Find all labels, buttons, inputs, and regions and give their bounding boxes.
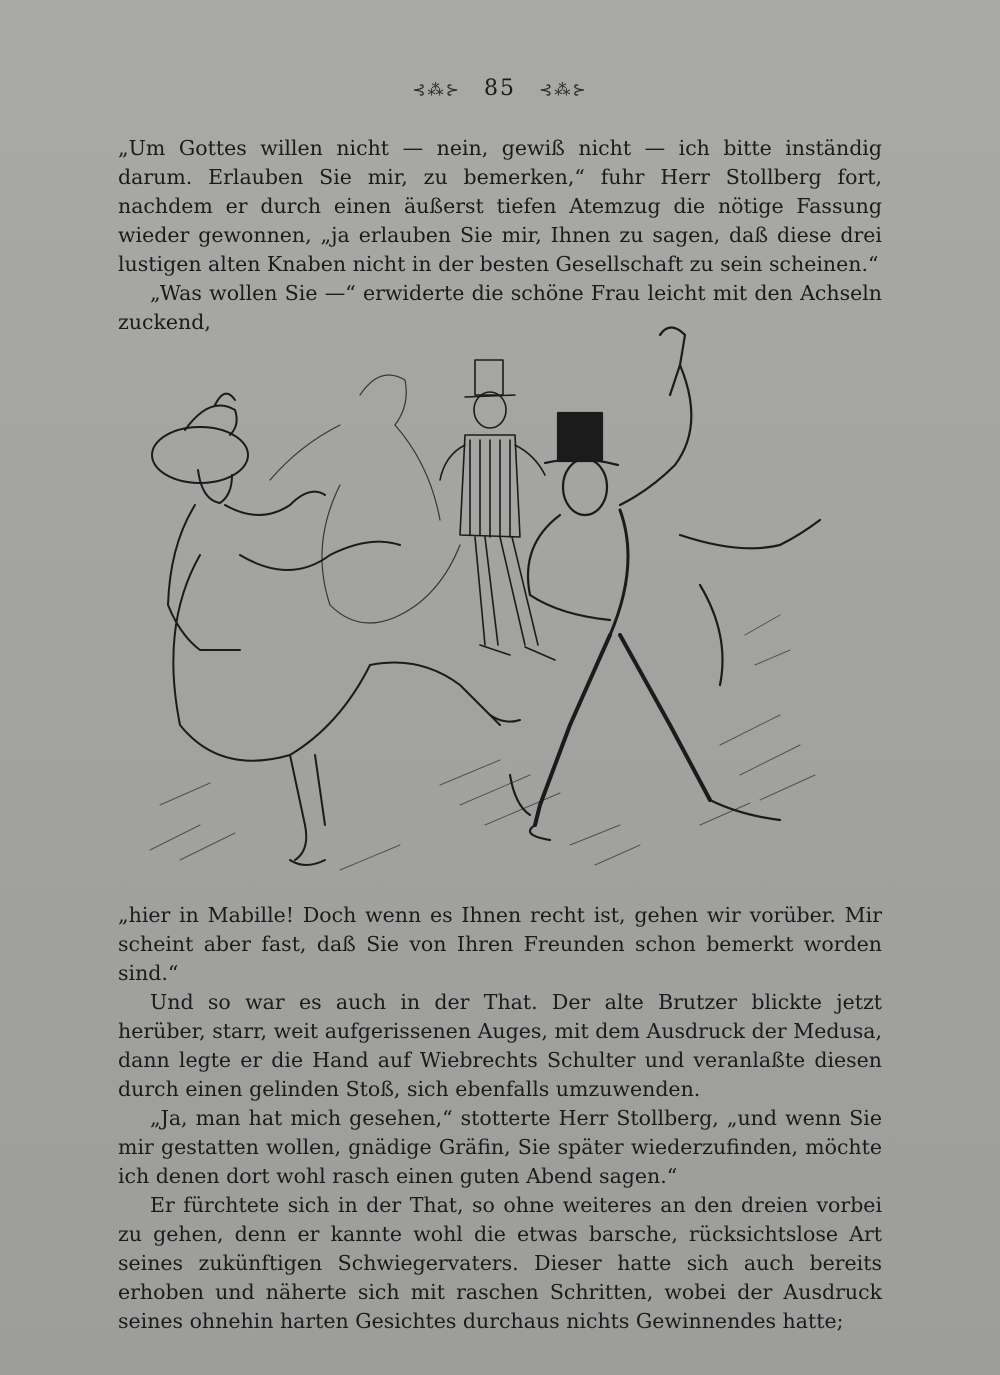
page-header — [0, 76, 1000, 101]
paragraph: „hier in Mabille! Doch wenn es Ihnen recht ist, gehen wir vorüber. Mir scheint aber fast, daß Sie von Ihren Freunden schon bemerkt worden sind.“ — [118, 903, 882, 985]
paragraph: Und so war es auch in der That. Der alte Brutzer blickte jetzt herüber, starr, weit aufgerissenen Auges, mit dem Ausdruck der Medusa, dann legte er die Hand auf Wiebrechts Schulter und veranlaßte diesen durch einen gelinden Stoß, sich ebenfalls umzuwenden. — [118, 990, 882, 1101]
paragraph: „Was wollen Sie —“ erwiderte die schöne Frau leicht mit den Achseln zuckend, — [118, 281, 882, 334]
paragraph: Er fürchtete sich in der That, so ohne weiteres an den dreien vorbei zu gehen, denn er kannte wohl die etwas barsche, rücksichtslose Art seines zukünftigen Schwiegervaters. Dieser hatte sich auch bereits erhoben und näherte sich mit raschen Schritten, wobei der Ausdruck seines ohnehin harten Gesichtes durchaus nichts Gewinnendes hatte; — [118, 1193, 882, 1333]
paragraph: „Ja, man hat mich gesehen,“ stotterte Herr Stollberg, „und wenn Sie mir gestatten wollen, gnädige Gräfin, Sie später wiederzufinden, möchte ich denen dort wohl rasch einen guten Abend sagen.“ — [118, 1106, 882, 1188]
leaf-ornament-left-icon: ⊰⁂⊱ — [412, 80, 461, 99]
leaf-ornament-right-icon: ⊰⁂⊱ — [539, 80, 588, 99]
woman-dancer — [152, 394, 520, 865]
paragraph: „Um Gottes willen nicht — nein, gewiß nicht — ich bitte inständig darum. Erlauben Sie mir, zu bemerken,“ fuhr Herr Stollberg fort, nachdem er durch einen äußerst tiefen Atemzug die nötige Fassung wieder gewonnen, „ja erlauben Sie mir, Ihnen zu sagen, daß diese drei lustigen alten Knaben nicht in der besten Gesellschaft zu sein scheinen.“ — [118, 136, 882, 276]
text-block-bottom — [118, 901, 882, 1336]
page-number: 85 — [484, 76, 516, 101]
background-dancer — [270, 375, 460, 623]
man-striped-suit — [440, 360, 555, 660]
man-top-hat — [510, 328, 820, 841]
ink-drawing — [140, 305, 830, 900]
floor-hatching — [150, 615, 815, 870]
dancing-illustration — [140, 305, 830, 900]
